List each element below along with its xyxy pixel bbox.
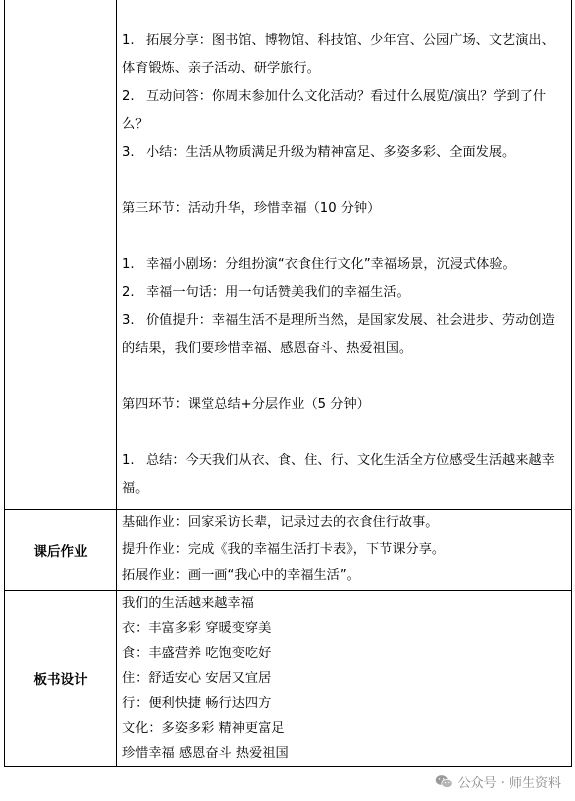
list-item (122, 139, 567, 167)
section-title: 第四环节：课堂总结+分层作业（5 分钟） (122, 397, 370, 412)
section-title: 第三环节：活动升华，珍惜幸福（10 分钟） (122, 201, 381, 216)
board-line-transport: 行：便利快捷 畅行达四方 (122, 695, 272, 711)
list-number: 2. (122, 89, 135, 104)
list-item (122, 279, 567, 307)
list-number: 2. (122, 285, 135, 300)
list-number: 1. (122, 33, 135, 48)
board-line-culture: 文化：多姿多彩 精神更富足 (122, 720, 285, 736)
board-design-row (5, 590, 572, 766)
board-line-food: 食：丰盛营养 吃饱变吃好 (122, 645, 272, 661)
homework-extended: 拓展作业：画一画“我心中的幸福生活”。 (122, 568, 360, 583)
list-number: 3. (122, 313, 135, 328)
list-item (122, 307, 567, 363)
spacer (122, 419, 567, 447)
watermark-text: 公众号 · 师生资料 (457, 776, 561, 791)
list-text: 互动问答：你周末参加什么文化活动？看过什么展览/演出？学到了什么？ (122, 89, 547, 132)
board-design-label: 板书设计 (5, 590, 117, 766)
board-design-content (117, 590, 572, 766)
list-item (122, 27, 567, 83)
list-number: 3. (122, 145, 135, 160)
list-text: 价值提升：幸福生活不是理所当然，是国家发展、社会进步、劳动创造的结果，我们要珍惜幸福、感恩奋斗、热爱祖国。 (122, 313, 555, 356)
watermark (435, 772, 561, 791)
board-line-summary: 珍惜幸福 感恩奋斗 热爱祖国 (122, 745, 289, 761)
board-line-housing: 住：舒适安心 安居又宜居 (122, 670, 272, 686)
list-item (122, 83, 567, 139)
lesson-process-content (117, 0, 572, 510)
spacer (122, 167, 567, 195)
spacer (122, 223, 567, 251)
list-number: 1. (122, 257, 135, 272)
lesson-process-row (5, 0, 572, 510)
homework-advanced: 提升作业：完成《我的幸福生活打卡表》，下节课分享。 (122, 541, 446, 557)
board-line-clothing: 衣：丰富多彩 穿暖变穿美 (122, 620, 272, 636)
lesson-plan-table (4, 0, 572, 767)
homework-basic: 基础作业：回家采访长辈，记录过去的衣食住行故事。 (122, 515, 439, 530)
lesson-process-label-cell (5, 0, 117, 510)
board-title: 我们的生活越来越幸福 (122, 595, 254, 611)
list-item (122, 447, 567, 509)
list-text: 幸福小剧场：分组扮演“衣食住行文化”幸福场景，沉浸式体验。 (146, 257, 516, 272)
homework-label: 课后作业 (5, 510, 117, 591)
wechat-icon (435, 774, 453, 789)
list-item (122, 251, 567, 279)
list-number: 1. (122, 453, 135, 468)
list-text: 总结：今天我们从衣、食、住、行、文化生活全方位感受生活越来越幸福。 (122, 453, 555, 496)
spacer (122, 363, 567, 391)
list-text: 拓展分享：图书馆、博物馆、科技馆、少年宫、公园广场、文艺演出、体育锻炼、亲子活动、研学旅行。 (122, 33, 555, 76)
list-text: 小结：生活从物质满足升级为精神富足、多姿多彩、全面发展。 (146, 145, 516, 160)
list-text: 幸福一句话：用一句话赞美我们的幸福生活。 (146, 285, 410, 300)
homework-content (117, 510, 572, 591)
homework-row (5, 510, 572, 591)
